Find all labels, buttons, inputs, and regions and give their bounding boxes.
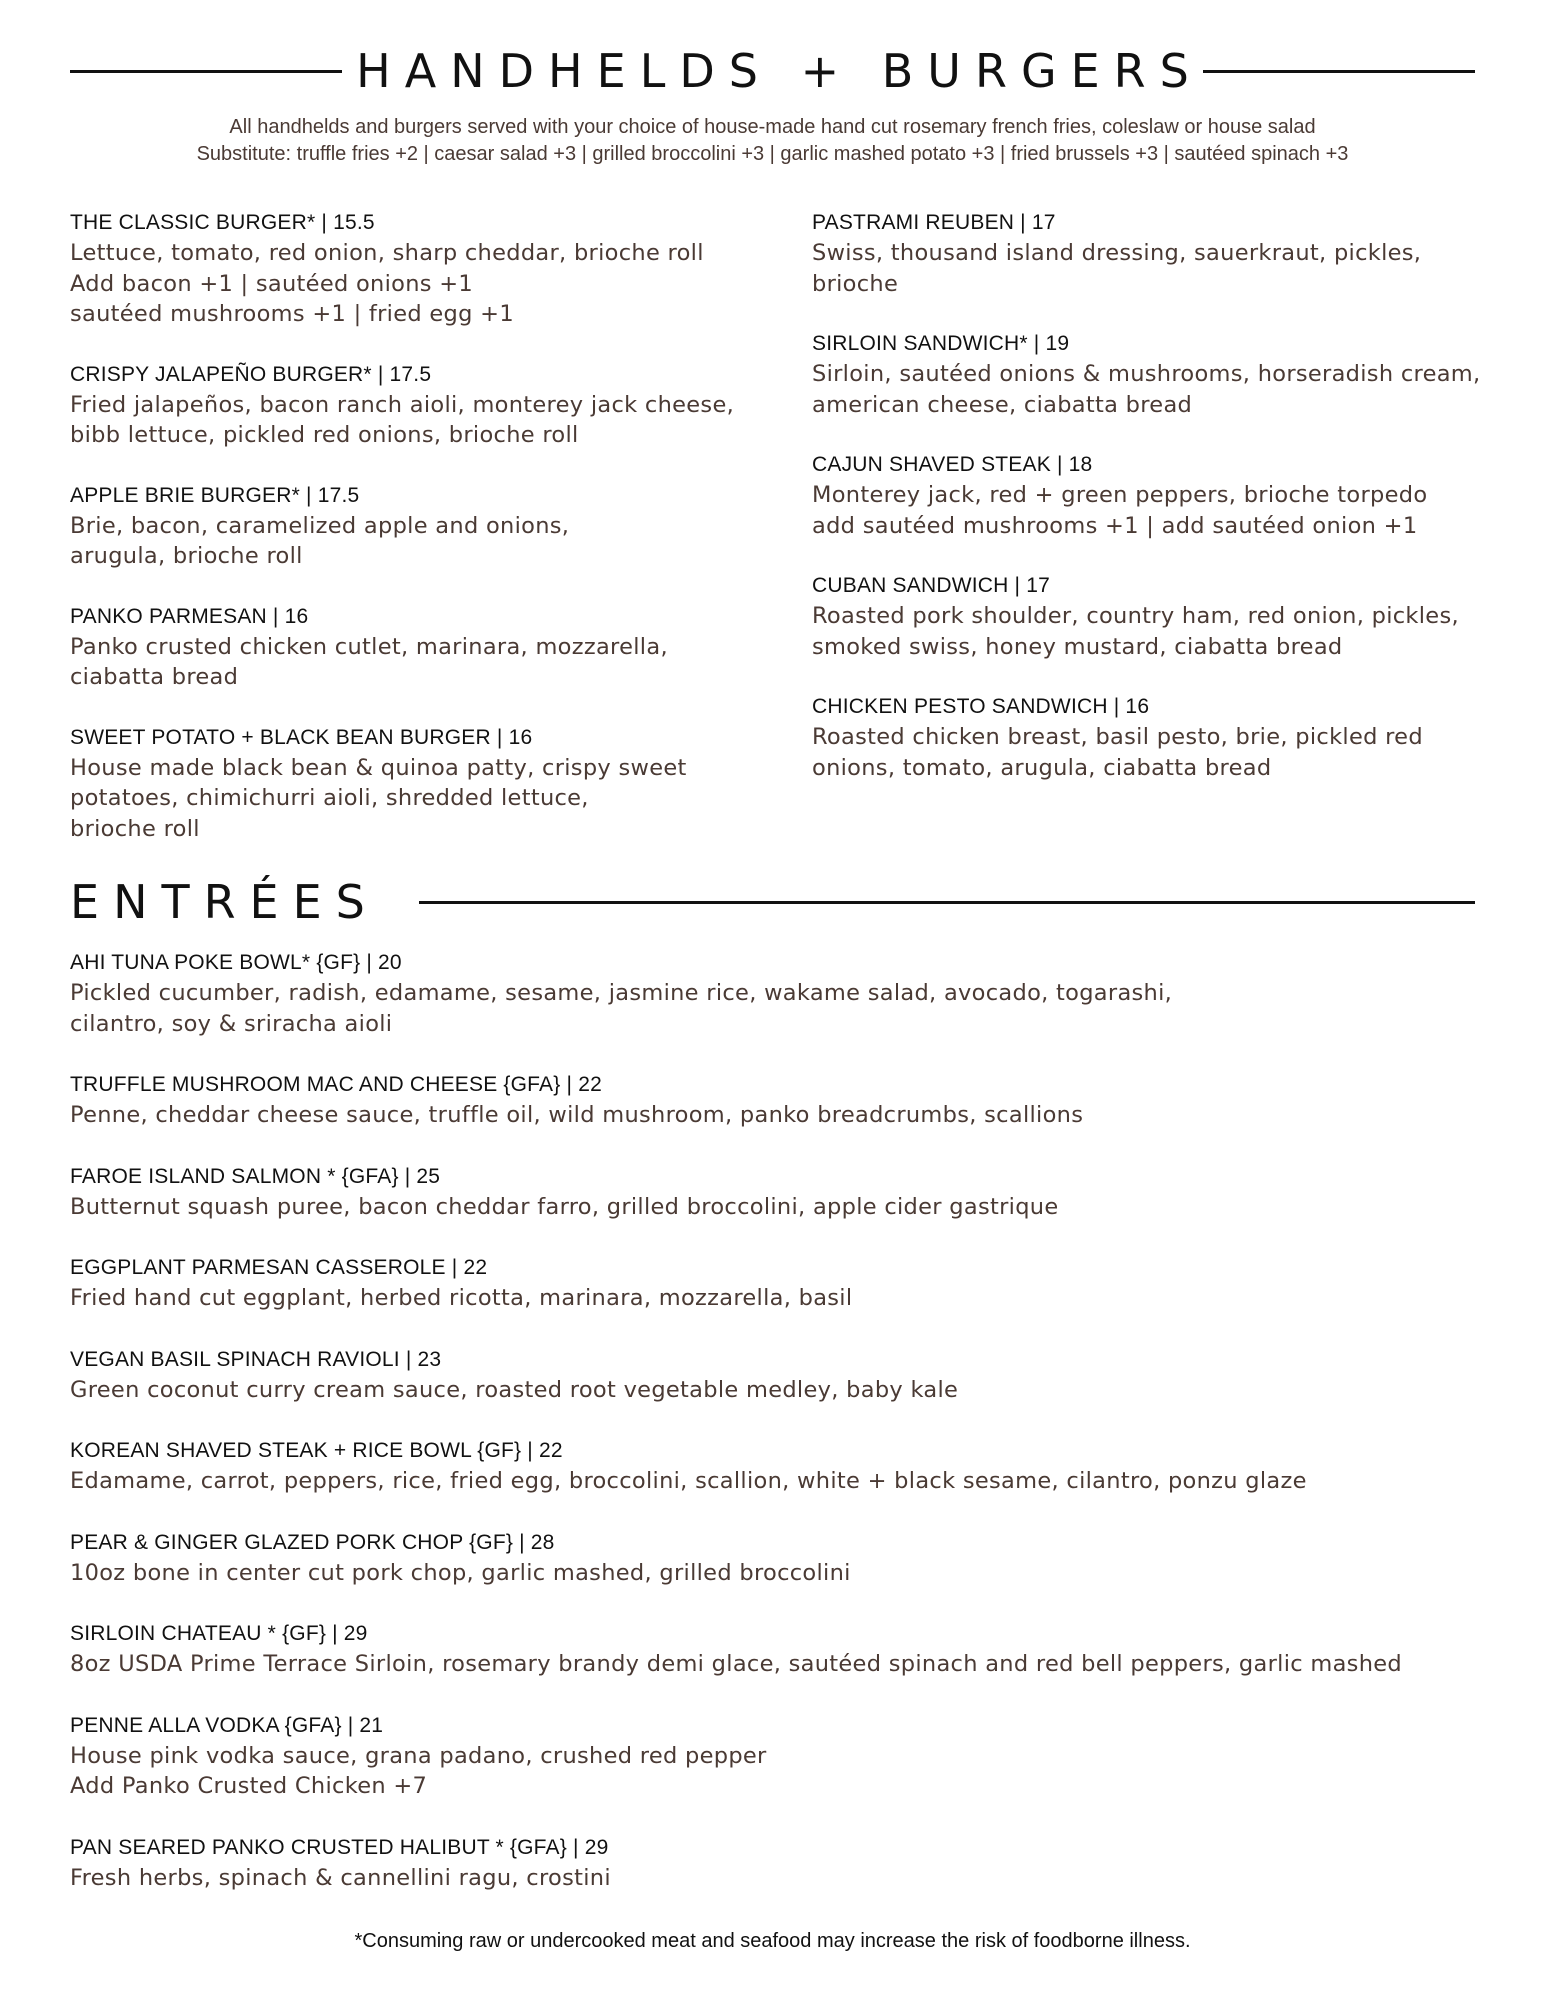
header-rule-right <box>1203 70 1475 73</box>
menu-item-description: brioche roll <box>70 815 200 842</box>
menu-item-title: AHI TUNA POKE BOWL* {GF} | 20 <box>70 951 402 974</box>
menu-item-description: House pink vodka sauce, grana padano, crushed red pepper <box>70 1742 767 1769</box>
handhelds-intro <box>0 114 1545 168</box>
menu-item-title: SIRLOIN SANDWICH* | 19 <box>812 332 1070 355</box>
menu-item-title: PASTRAMI REUBEN | 17 <box>812 211 1056 234</box>
menu-item-description: Pickled cucumber, radish, edamame, sesame, jasmine rice, wakame salad, avocado, togarashi, <box>70 980 1173 1006</box>
menu-item-title: PANKO PARMESAN | 16 <box>70 604 309 628</box>
intro-substitutes: Substitute: truffle fries +2 | caesar salad +3 | grilled broccolini +3 | garlic mashed potato +3 | fried brussels +3 | sautéed spinach +3 <box>196 143 1349 165</box>
menu-item <box>70 1070 1490 1131</box>
menu-item-description: House made black bean & quinoa patty, crispy sweet <box>70 754 687 781</box>
menu-item-description: 10oz bone in center cut pork chop, garlic mashed, grilled broccolini <box>70 1559 851 1586</box>
menu-item-description: 8oz USDA Prime Terrace Sirloin, rosemary brandy demi glace, sautéed spinach and red bell peppers, garlic mashed <box>70 1651 1402 1677</box>
menu-item-title: CAJUN SHAVED STEAK | 18 <box>812 453 1093 476</box>
menu-item-title: CRISPY JALAPEÑO BURGER* | 17.5 <box>70 362 432 386</box>
menu-item-description: Green coconut curry cream sauce, roasted root vegetable medley, baby kale <box>70 1376 959 1403</box>
menu-item-description: Fried jalapeños, bacon ranch aioli, monterey jack cheese, <box>70 391 735 418</box>
menu-item-description: Swiss, thousand island dressing, sauerkraut, pickles, <box>812 240 1422 266</box>
menu-item <box>70 948 1490 1039</box>
handhelds-header <box>70 36 1475 106</box>
menu-item-title: PEAR & GINGER GLAZED PORK CHOP {GF} | 28 <box>70 1530 555 1554</box>
menu-item-title: EGGPLANT PARMESAN CASSEROLE | 22 <box>70 1256 488 1279</box>
intro-sides: All handhelds and burgers served with your choice of house-made hand cut rosemary french fries, coleslaw or house salad <box>229 116 1316 138</box>
menu-item-description: Add bacon +1 | sautéed onions +1 <box>70 270 474 297</box>
menu-item-description: Butternut squash puree, bacon cheddar farro, grilled broccolini, apple cider gastrique <box>70 1193 1059 1220</box>
menu-item <box>70 360 770 451</box>
menu-item <box>70 1436 1490 1497</box>
menu-item-description: Brie, bacon, caramelized apple and onions, <box>70 512 570 539</box>
menu-item-title: VEGAN BASIL SPINACH RAVIOLI | 23 <box>70 1347 442 1371</box>
menu-item-title: CUBAN SANDWICH | 17 <box>812 574 1050 597</box>
menu-item-title: TRUFFLE MUSHROOM MAC AND CHEESE {GFA} | 22 <box>70 1073 602 1096</box>
menu-item-description: ciabatta bread <box>70 664 239 690</box>
menu-item-description: Lettuce, tomato, red onion, sharp cheddar, brioche roll <box>70 240 704 266</box>
menu-item-description: onions, tomato, arugula, ciabatta bread <box>812 754 1272 781</box>
menu-item-description: arugula, brioche roll <box>70 543 303 569</box>
menu-item-title: KOREAN SHAVED STEAK + RICE BOWL {GF} | 22 <box>70 1439 563 1462</box>
menu-item-description: Add Panko Crusted Chicken +7 <box>70 1773 428 1799</box>
menu-item-description: Penne, cheddar cheese sauce, truffle oil, wild mushroom, panko breadcrumbs, scallions <box>70 1102 1084 1128</box>
menu-item <box>812 571 1492 662</box>
header-rule-left <box>70 70 342 73</box>
menu-item-description: Monterey jack, red + green peppers, brioche torpedo <box>812 482 1428 508</box>
menu-item <box>70 208 770 330</box>
menu-item-title: SIRLOIN CHATEAU * {GF} | 29 <box>70 1622 368 1645</box>
menu-item <box>70 1528 1490 1589</box>
menu-item-description: sautéed mushrooms +1 | fried egg +1 <box>70 301 514 327</box>
menu-item <box>70 1345 1490 1406</box>
menu-item <box>70 602 770 693</box>
menu-item <box>812 692 1492 783</box>
menu-item-description: american cheese, ciabatta bread <box>812 391 1193 418</box>
menu-item-description: Roasted chicken breast, basil pesto, brie, pickled red <box>812 724 1423 750</box>
menu-item <box>812 450 1492 541</box>
menu-item-description: brioche <box>812 270 899 297</box>
handhelds-right-column <box>812 208 1492 813</box>
menu-item <box>70 1711 1490 1802</box>
menu-item-description: potatoes, chimichurri aioli, shredded lettuce, <box>70 785 589 811</box>
entrees-title: ENTRÉES <box>70 875 379 929</box>
menu-item-description: Roasted pork shoulder, country ham, red onion, pickles, <box>812 603 1459 629</box>
entrees-header <box>70 872 1475 932</box>
header-rule <box>419 901 1475 904</box>
menu-item-description: Fried hand cut eggplant, herbed ricotta, marinara, mozzarella, basil <box>70 1285 853 1311</box>
menu-item <box>70 1619 1490 1680</box>
handhelds-left-column <box>70 208 770 874</box>
menu-item <box>812 208 1492 299</box>
entrees-list <box>70 948 1490 1924</box>
menu-item-description: Fresh herbs, spinach & cannellini ragu, crostini <box>70 1864 611 1891</box>
menu-item <box>70 723 770 845</box>
menu-item-title: THE CLASSIC BURGER* | 15.5 <box>70 211 375 234</box>
menu-item-title: SWEET POTATO + BLACK BEAN BURGER | 16 <box>70 725 533 749</box>
menu-item <box>812 329 1492 420</box>
menu-item <box>70 481 770 572</box>
menu-item-title: PENNE ALLA VODKA {GFA} | 21 <box>70 1713 384 1737</box>
menu-item-description: Panko crusted chicken cutlet, marinara, mozzarella, <box>70 633 668 660</box>
menu-item-title: PAN SEARED PANKO CRUSTED HALIBUT * {GFA} | 29 <box>70 1835 609 1859</box>
menu-item-title: APPLE BRIE BURGER* | 17.5 <box>70 483 360 507</box>
menu-item-description: bibb lettuce, pickled red onions, brioche roll <box>70 422 579 448</box>
menu-item-description: smoked swiss, honey mustard, ciabatta bread <box>812 633 1343 660</box>
foodborne-disclaimer: *Consuming raw or undercooked meat and seafood may increase the risk of foodborne illness. <box>354 1930 1191 1952</box>
menu-item-description: cilantro, soy & sriracha aioli <box>70 1010 393 1037</box>
handhelds-title: HANDHELDS + BURGERS <box>356 44 1203 98</box>
menu-item-title: CHICKEN PESTO SANDWICH | 16 <box>812 695 1150 718</box>
menu-item-title: FAROE ISLAND SALMON * {GFA} | 25 <box>70 1164 441 1188</box>
menu-item <box>70 1253 1490 1314</box>
menu-item-description: Sirloin, sautéed onions & mushrooms, horseradish cream, <box>812 361 1481 387</box>
menu-item <box>70 1162 1490 1223</box>
menu-item <box>70 1833 1490 1894</box>
menu-item-description: Edamame, carrot, peppers, rice, fried egg, broccolini, scallion, white + black sesame, cilantro, ponzu glaze <box>70 1468 1307 1494</box>
menu-item-description: add sautéed mushrooms +1 | add sautéed onion +1 <box>812 512 1418 539</box>
